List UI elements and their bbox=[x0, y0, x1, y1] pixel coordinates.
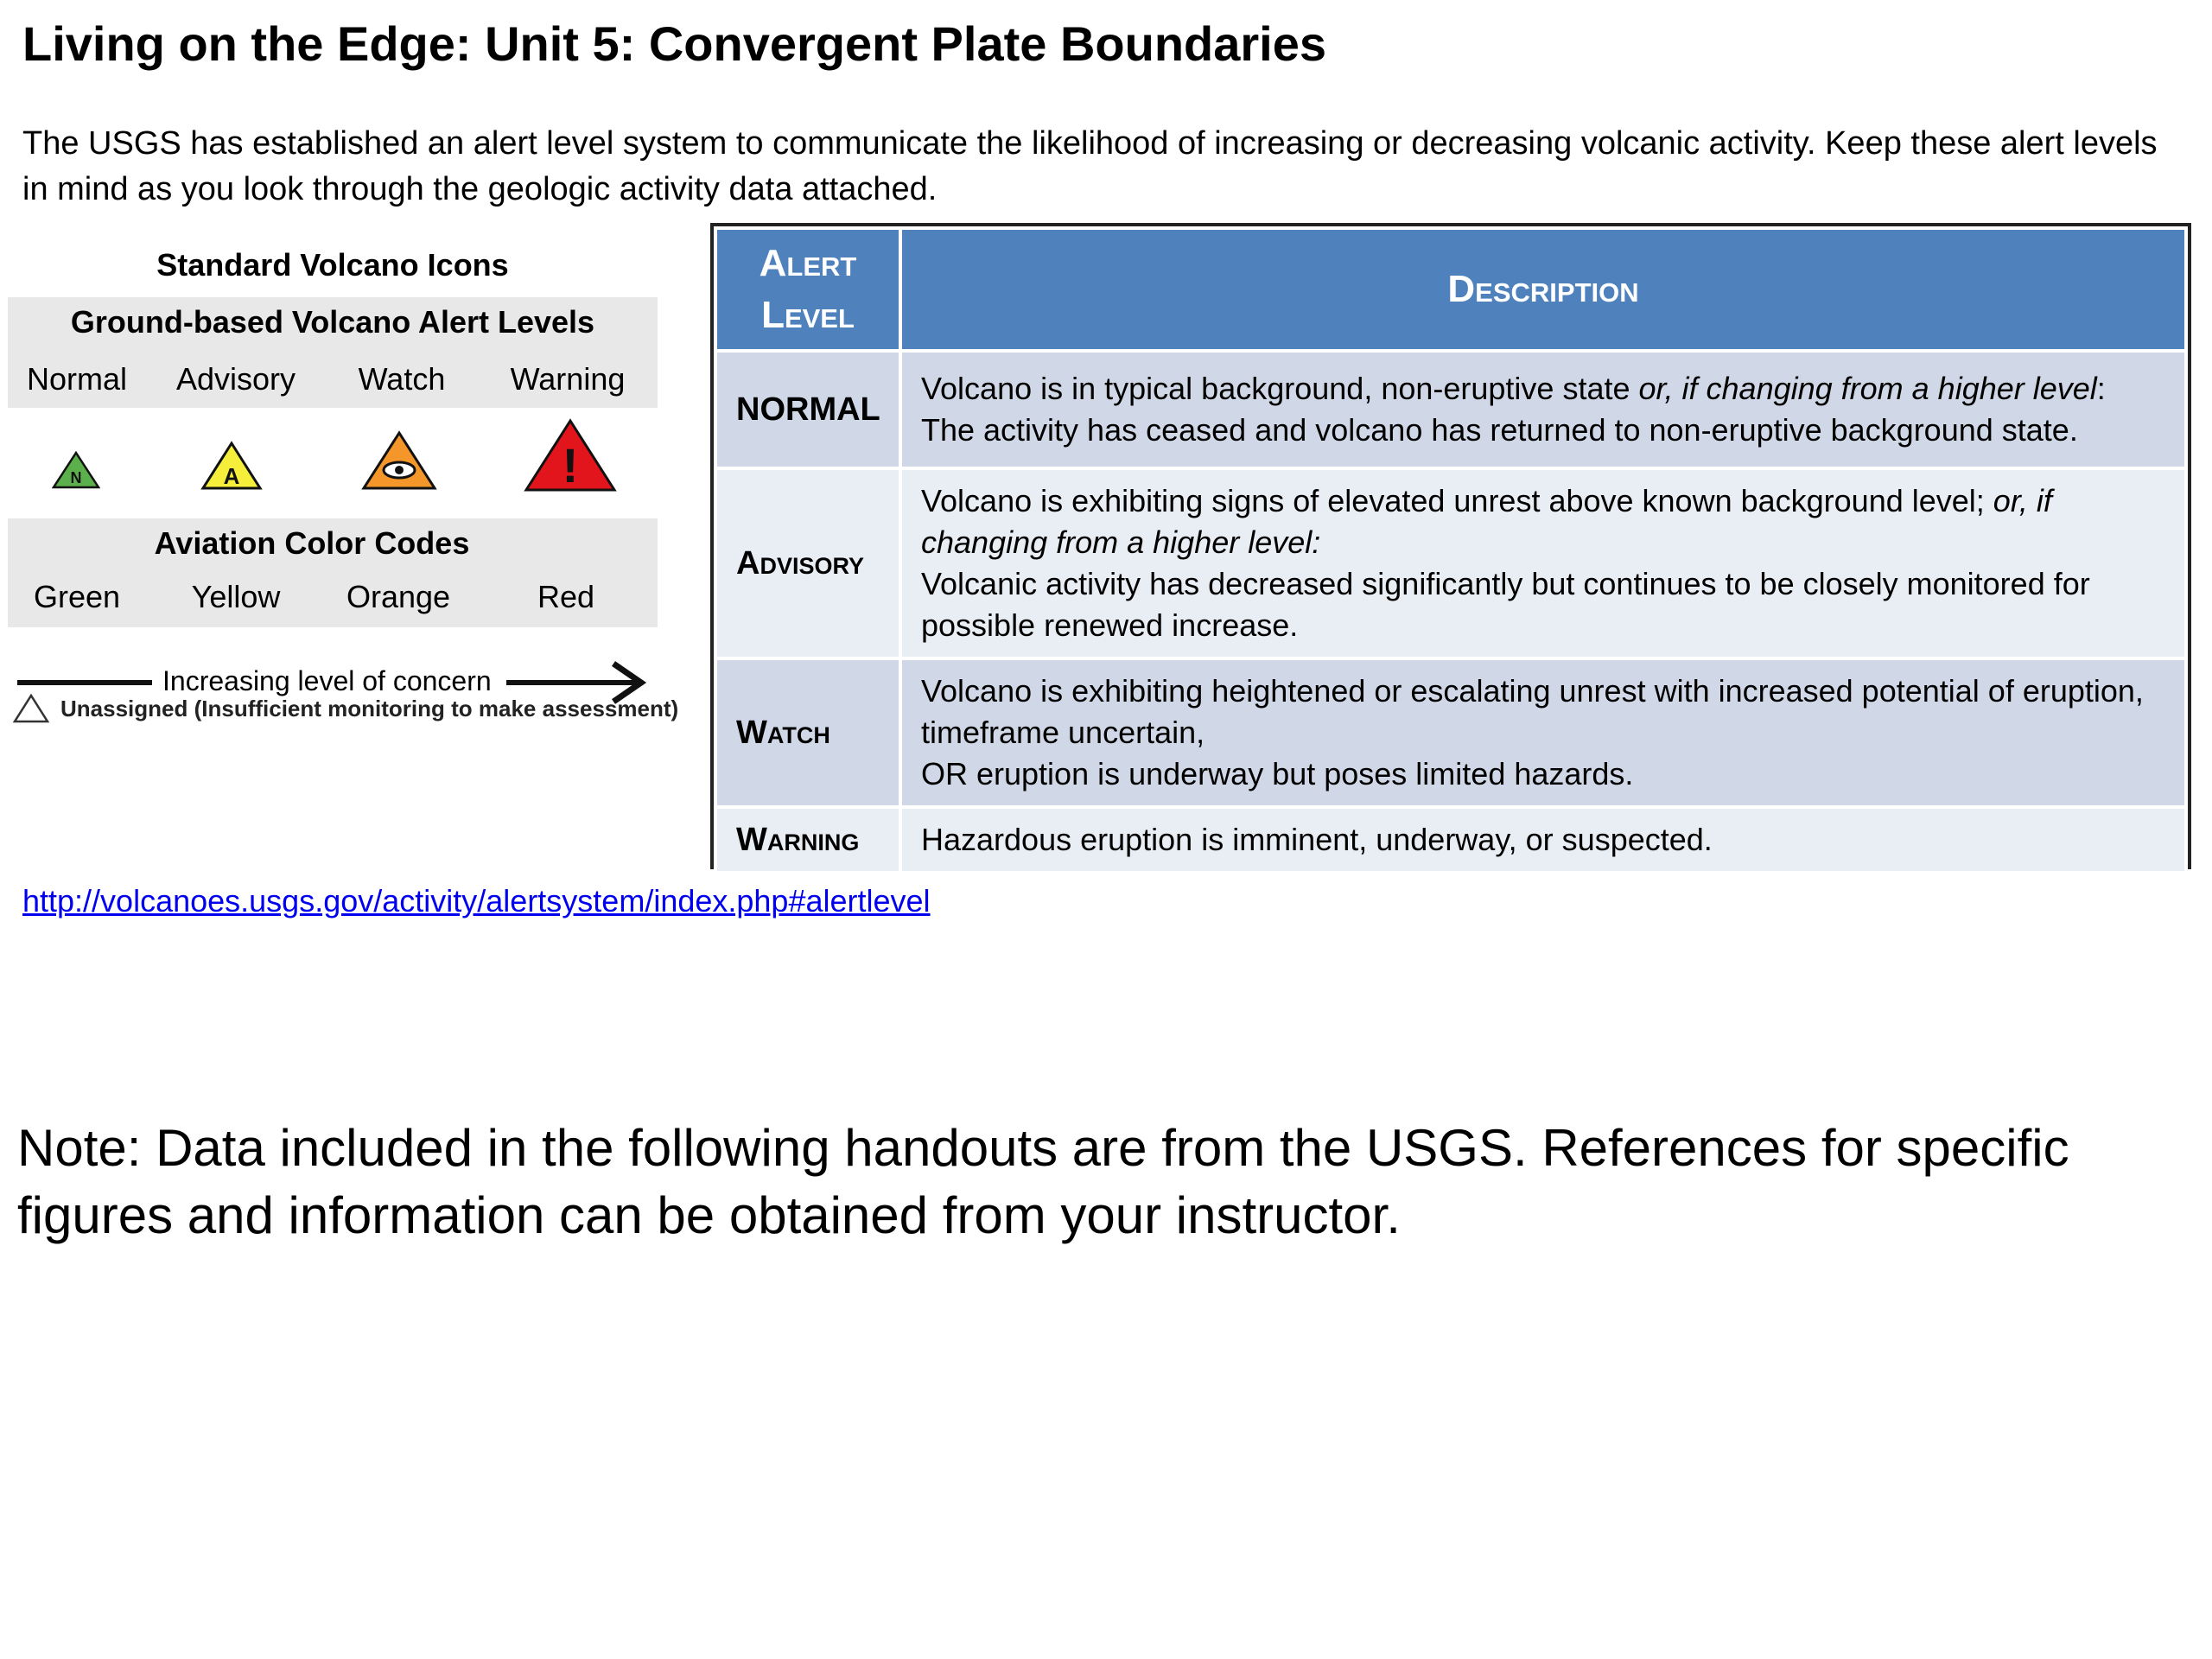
watch-volcano-icon bbox=[361, 430, 437, 491]
level-normal: NORMAL bbox=[715, 351, 900, 468]
code-yellow: Yellow bbox=[191, 579, 281, 614]
header-alert-level: Alert Level bbox=[715, 228, 900, 351]
table-header-row bbox=[715, 228, 2186, 351]
table-row bbox=[715, 807, 2186, 873]
desc-watch: Volcano is exhibiting heightened or escalating unrest with increased potential of eruption, timeframe uncertain, OR eruption is underway but poses limited hazards. bbox=[900, 658, 2186, 807]
desc-advisory: Volcano is exhibiting signs of elevated unrest above known background level; or, if changing from a higher level: Volcanic activity has decreased significantly but continues to be closely monitored for possible renewed increase. bbox=[900, 468, 2186, 658]
advisory-volcano-icon bbox=[200, 441, 263, 491]
usgs-alert-link[interactable]: http://volcanoes.usgs.gov/activity/alertsystem/index.php#alertlevel bbox=[22, 883, 931, 918]
note-paragraph: Note: Data included in the following handouts are from the USGS. References for specific figures and information can be obtained from your instructor. bbox=[17, 1119, 2069, 1244]
table-row bbox=[715, 351, 2186, 468]
level-warning: Warning bbox=[715, 807, 900, 873]
unassigned-label: Unassigned (Insufficient monitoring to make assessment) bbox=[60, 696, 679, 721]
desc-warning: Hazardous eruption is imminent, underway, or suspected. bbox=[900, 807, 2186, 873]
desc-normal: Volcano is in typical background, non-eruptive state or, if changing from a higher level: The activity has ceased and volcano has returned to non-eruptive background state. bbox=[900, 351, 2186, 468]
intro-paragraph: The USGS has established an alert level system to communicate the likelihood of increasing or decreasing volcanic activity. Keep these alert levels in mind as you look through the geologic activity data attached. bbox=[22, 125, 2158, 207]
concern-label: Increasing level of concern bbox=[162, 665, 492, 696]
aviation-title: Aviation Color Codes bbox=[154, 525, 470, 561]
alert-level-table bbox=[710, 223, 2191, 869]
svg-text:!: ! bbox=[562, 438, 579, 493]
code-orange: Orange bbox=[346, 579, 451, 614]
level-label-normal: Normal bbox=[26, 361, 127, 397]
ground-levels-title: Ground-based Volcano Alert Levels bbox=[70, 304, 595, 340]
code-red: Red bbox=[537, 579, 595, 614]
level-watch: Watch bbox=[715, 658, 900, 807]
svg-text:N: N bbox=[70, 469, 82, 486]
icons-title: Standard Volcano Icons bbox=[156, 247, 509, 283]
warning-volcano-icon bbox=[524, 418, 617, 493]
level-advisory: Advisory bbox=[715, 468, 900, 658]
level-label-watch: Watch bbox=[358, 361, 446, 397]
table-row bbox=[715, 468, 2186, 658]
page-title: Living on the Edge: Unit 5: Convergent Plate Boundaries bbox=[22, 16, 1327, 71]
table-row bbox=[715, 658, 2186, 807]
header-description: Description bbox=[900, 228, 2186, 351]
code-green: Green bbox=[33, 579, 121, 614]
level-label-advisory: Advisory bbox=[175, 361, 296, 397]
normal-volcano-icon bbox=[52, 451, 100, 489]
volcano-icons-graphic bbox=[0, 233, 679, 734]
unassigned-triangle-icon bbox=[12, 693, 50, 724]
svg-text:A: A bbox=[223, 463, 240, 489]
level-label-warning: Warning bbox=[510, 361, 626, 397]
